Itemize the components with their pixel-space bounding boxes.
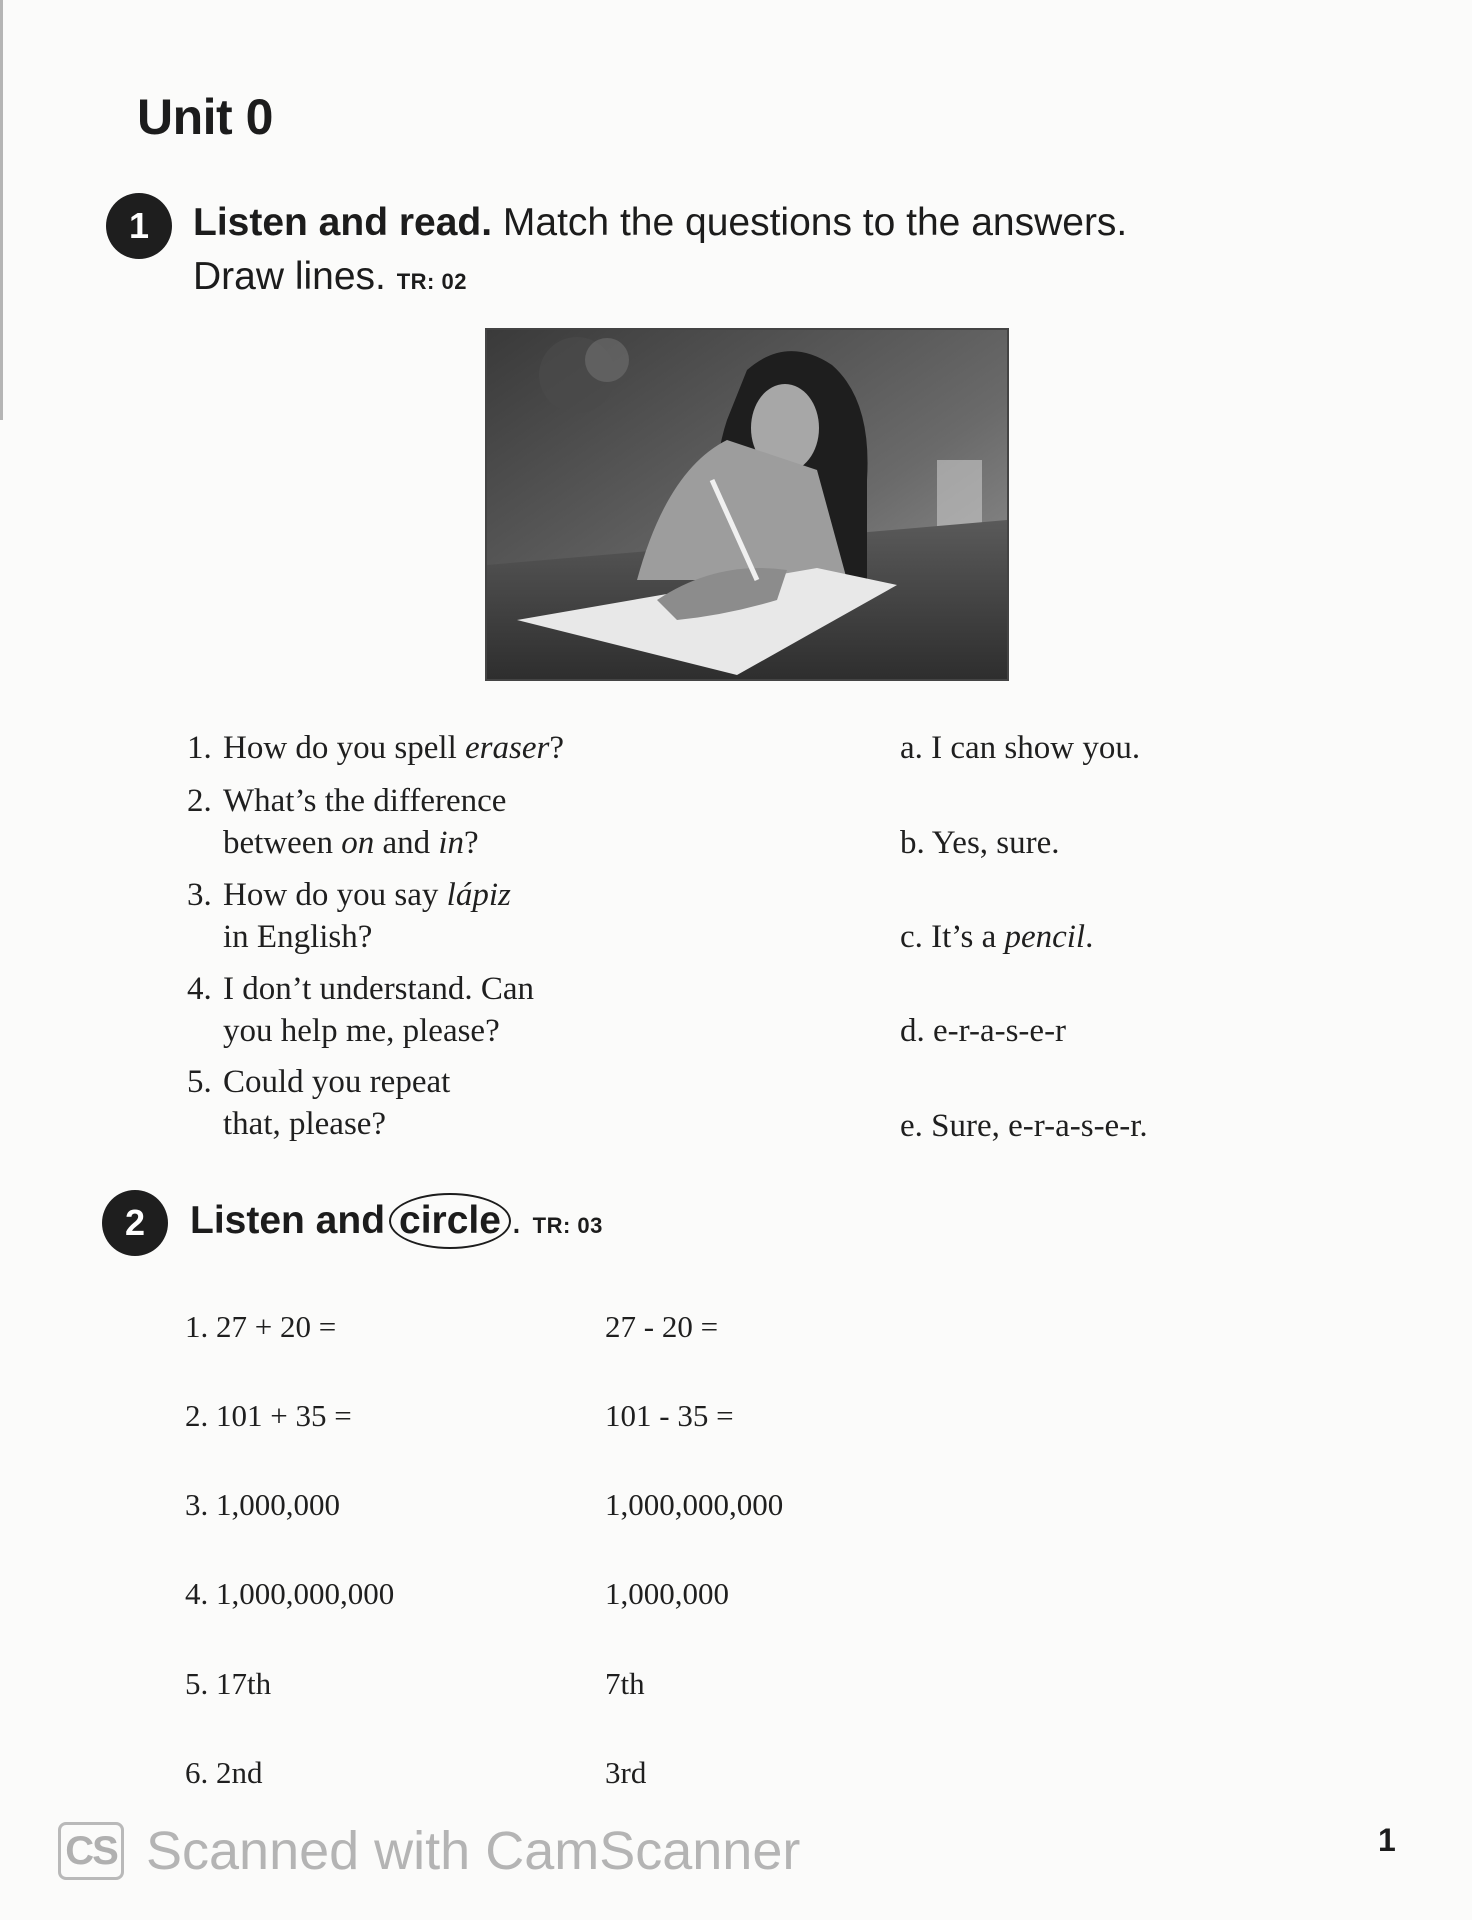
exercise-1-track: TR: 02 [396,269,467,294]
question-1: 1. How do you spell eraser? [187,730,564,766]
math-row-3-right: 1,000,000,000 [605,1487,784,1522]
question-5: 5. Could you repeat that, please? [187,1064,451,1142]
page-number: 1 [1378,1822,1396,1858]
math-row-4-right: 1,000,000 [605,1576,729,1611]
exercise-2-instructions: Listen and circle . TR: 03 [190,1193,603,1253]
scan-edge [0,0,3,420]
exercise-1-line2: Draw lines. [193,255,386,298]
answer-c: c. It’s a pencil. [900,919,1094,955]
math-row-1-left: 1. 27 + 20 = [185,1309,337,1344]
exercise-1-bold: Listen and read. [193,201,493,244]
math-row-1-right: 27 - 20 = [605,1309,719,1344]
question-2: 2. What’s the difference between on and in? [187,783,507,861]
scanner-watermark: Scanned with CamScanner [146,1821,801,1881]
circled-word: circle [389,1193,511,1249]
answer-a: a. I can show you. [900,730,1141,766]
question-4: 4. I don’t understand. Can you help me, please? [187,971,535,1049]
girl-writing-photo [485,328,1009,681]
exercise-1-badge: 1 [106,193,172,259]
exercise-2-badge: 2 [102,1190,168,1256]
exercise-2-track: TR: 03 [532,1213,603,1238]
exercise-1-instructions [193,196,1127,309]
answer-b: b. Yes, sure. [900,825,1060,861]
math-row-6-right: 3rd [605,1755,647,1790]
question-3: 3. How do you say lápiz in English? [187,877,511,955]
math-row-2-left: 2. 101 + 35 = [185,1398,352,1433]
exercise-2-bold: Listen and [190,1199,386,1242]
answer-d: d. e-r-a-s-e-r [900,1013,1067,1049]
answer-e: e. Sure, e-r-a-s-e-r. [900,1108,1148,1144]
math-row-3-left: 3. 1,000,000 [185,1487,340,1522]
math-row-6-left: 6. 2nd [185,1755,263,1790]
page-title: Unit 0 [137,89,273,145]
camscanner-logo-icon: CS [58,1822,124,1880]
math-row-5-left: 5. 17th [185,1666,272,1701]
exercise-1-text: Match the questions to the answers. [502,201,1128,244]
math-row-5-right: 7th [605,1666,645,1701]
math-row-2-right: 101 - 35 = [605,1398,734,1433]
photo-illustration [487,330,1007,679]
math-row-4-left: 4. 1,000,000,000 [185,1576,395,1611]
